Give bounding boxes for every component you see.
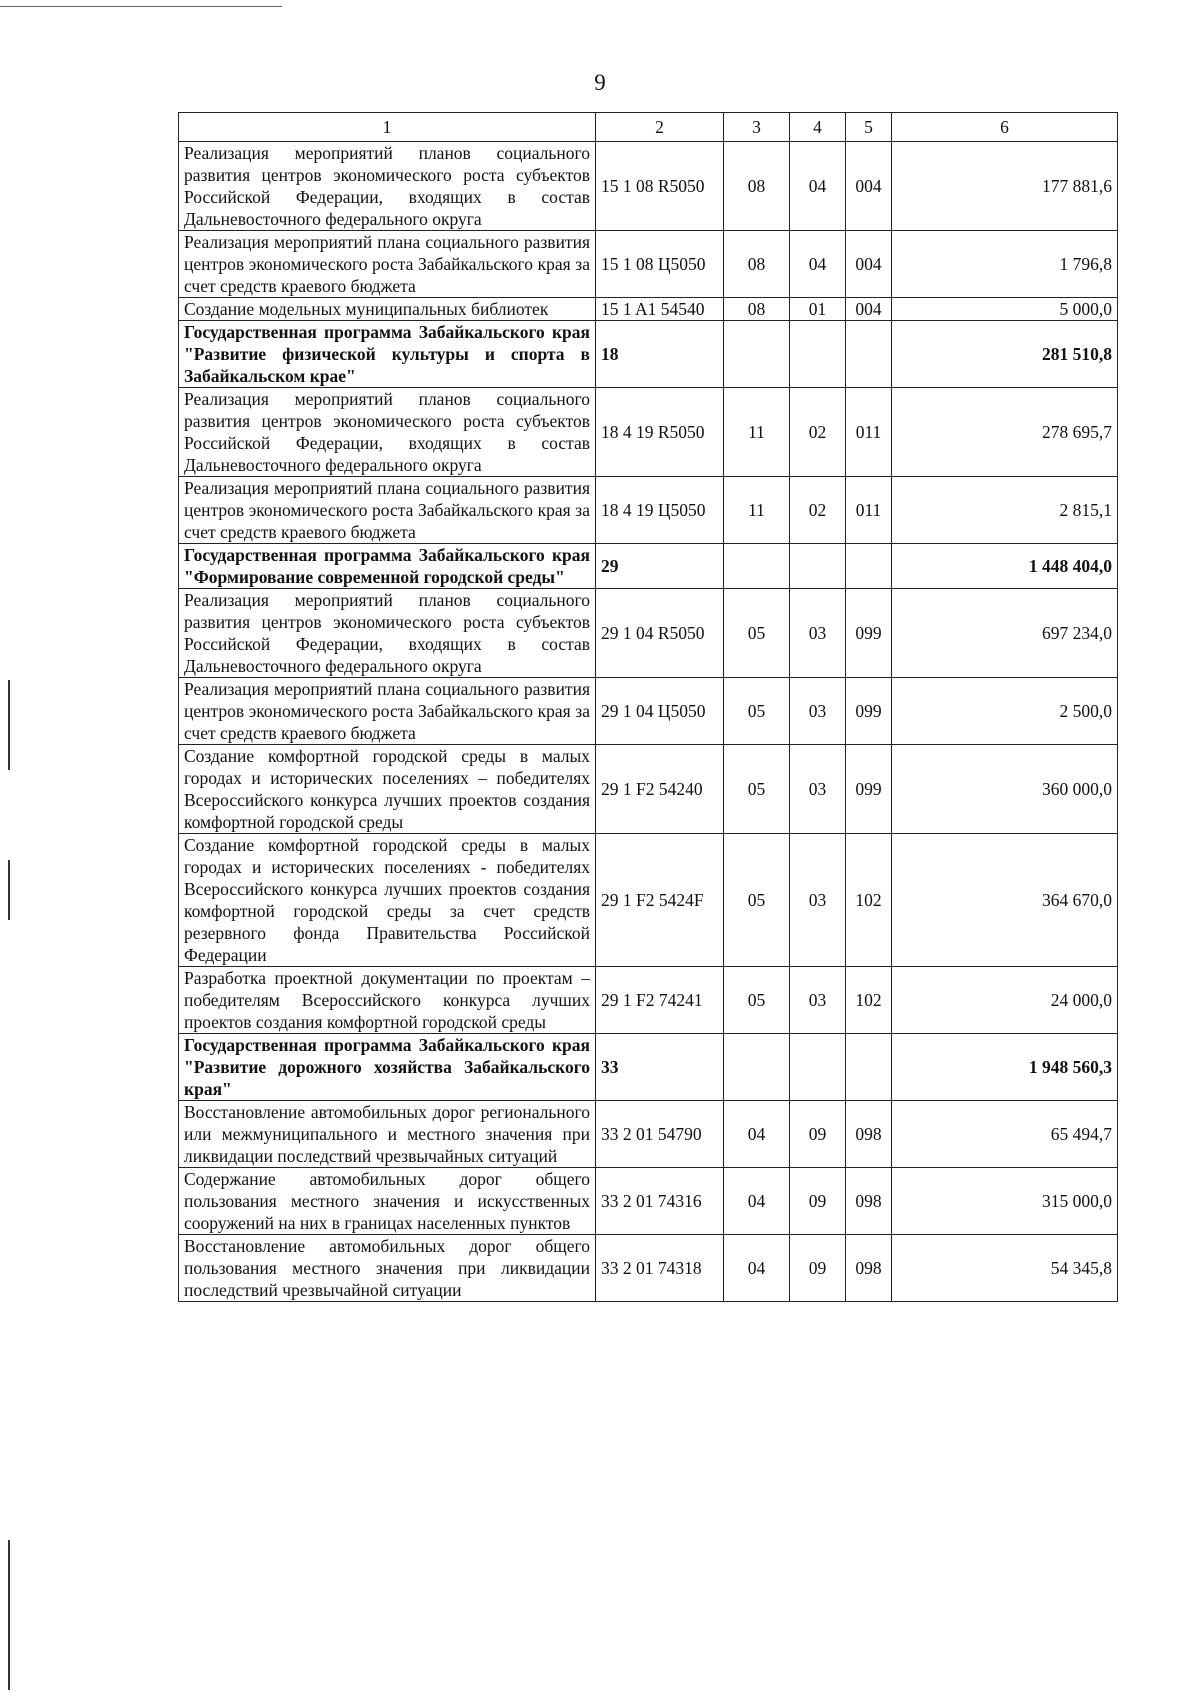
row-subsection bbox=[790, 321, 846, 388]
row-subsection: 04 bbox=[790, 142, 846, 231]
table-row bbox=[179, 1168, 1118, 1235]
row-name: Государственная программа Забайкальского края "Формирование современной городской среды" bbox=[179, 544, 596, 589]
row-subsection bbox=[790, 544, 846, 589]
row-section bbox=[724, 321, 790, 388]
table-row bbox=[179, 142, 1118, 231]
row-subsection: 09 bbox=[790, 1101, 846, 1168]
row-code: 18 bbox=[596, 321, 724, 388]
row-code: 33 2 01 54790 bbox=[596, 1101, 724, 1168]
row-section: 08 bbox=[724, 231, 790, 298]
row-name: Создание комфортной городской среды в малых городах и исторических поселениях - победителях Всероссийского конкурса лучших проектов создания комфортной городской среды за счет средств резервного фонда Правительства Российской Федерации bbox=[179, 834, 596, 967]
row-section bbox=[724, 544, 790, 589]
row-name: Содержание автомобильных дорог общего пользования местного значения и искусственных сооружений на них в границах населенных пунктов bbox=[179, 1168, 596, 1235]
row-section: 04 bbox=[724, 1168, 790, 1235]
row-section: 11 bbox=[724, 388, 790, 477]
column-header: 1 bbox=[179, 113, 596, 142]
program-row bbox=[179, 1034, 1118, 1101]
row-code: 15 1 A1 54540 bbox=[596, 298, 724, 321]
row-code: 18 4 19 Ц5050 bbox=[596, 477, 724, 544]
row-grbs: 102 bbox=[846, 967, 892, 1034]
row-code: 29 1 04 Ц5050 bbox=[596, 678, 724, 745]
row-amount: 54 345,8 bbox=[892, 1235, 1118, 1302]
row-code: 15 1 08 R5050 bbox=[596, 142, 724, 231]
row-amount: 1 448 404,0 bbox=[892, 544, 1118, 589]
table-row bbox=[179, 678, 1118, 745]
row-subsection: 01 bbox=[790, 298, 846, 321]
table-header-row bbox=[179, 113, 1118, 142]
row-section bbox=[724, 1034, 790, 1101]
row-section: 05 bbox=[724, 745, 790, 834]
row-amount: 5 000,0 bbox=[892, 298, 1118, 321]
table-row bbox=[179, 1101, 1118, 1168]
row-grbs: 099 bbox=[846, 678, 892, 745]
row-grbs: 011 bbox=[846, 477, 892, 544]
row-amount: 2 815,1 bbox=[892, 477, 1118, 544]
row-code: 18 4 19 R5050 bbox=[596, 388, 724, 477]
row-name: Реализация мероприятий планов социального развития центров экономического роста субъектов Российской Федерации, входящих в состав Дальневосточного федерального округа bbox=[179, 142, 596, 231]
row-subsection: 04 bbox=[790, 231, 846, 298]
table-row bbox=[179, 589, 1118, 678]
row-code: 15 1 08 Ц5050 bbox=[596, 231, 724, 298]
row-subsection: 03 bbox=[790, 589, 846, 678]
row-name: Реализация мероприятий плана социального развития центров экономического роста Забайкальского края за счет средств краевого бюджета bbox=[179, 231, 596, 298]
program-row bbox=[179, 544, 1118, 589]
row-amount: 278 695,7 bbox=[892, 388, 1118, 477]
row-grbs: 102 bbox=[846, 834, 892, 967]
row-subsection: 09 bbox=[790, 1168, 846, 1235]
table-row bbox=[179, 745, 1118, 834]
table-row bbox=[179, 388, 1118, 477]
scan-artifact-margin bbox=[8, 1540, 10, 1690]
row-name: Восстановление автомобильных дорог регионального или межмуниципального и местного значения при ликвидации последствий чрезвычайных ситуаций bbox=[179, 1101, 596, 1168]
row-amount: 281 510,8 bbox=[892, 321, 1118, 388]
program-row bbox=[179, 321, 1118, 388]
row-name: Создание модельных муниципальных библиотек bbox=[179, 298, 596, 321]
table-row bbox=[179, 231, 1118, 298]
row-grbs: 004 bbox=[846, 142, 892, 231]
row-amount: 2 500,0 bbox=[892, 678, 1118, 745]
scan-artifact-line bbox=[0, 6, 282, 7]
row-name: Реализация мероприятий плана социального развития центров экономического роста Забайкальского края за счет средств краевого бюджета bbox=[179, 477, 596, 544]
row-name: Создание комфортной городской среды в малых городах и исторических поселениях – победителях Всероссийского конкурса лучших проектов создания комфортной городской среды bbox=[179, 745, 596, 834]
column-header: 2 bbox=[596, 113, 724, 142]
row-section: 05 bbox=[724, 678, 790, 745]
row-section: 11 bbox=[724, 477, 790, 544]
table-row bbox=[179, 834, 1118, 967]
row-grbs: 004 bbox=[846, 298, 892, 321]
row-subsection: 09 bbox=[790, 1235, 846, 1302]
budget-table bbox=[178, 112, 1118, 1302]
table-row bbox=[179, 967, 1118, 1034]
row-section: 05 bbox=[724, 967, 790, 1034]
scan-artifact-margin bbox=[8, 680, 10, 770]
row-name: Государственная программа Забайкальского края "Развитие физической культуры и спорта в Забайкальском крае" bbox=[179, 321, 596, 388]
row-code: 29 bbox=[596, 544, 724, 589]
table-row bbox=[179, 477, 1118, 544]
row-subsection bbox=[790, 1034, 846, 1101]
row-grbs bbox=[846, 544, 892, 589]
row-grbs: 011 bbox=[846, 388, 892, 477]
row-grbs bbox=[846, 321, 892, 388]
row-subsection: 03 bbox=[790, 834, 846, 967]
row-subsection: 02 bbox=[790, 477, 846, 544]
row-grbs bbox=[846, 1034, 892, 1101]
row-code: 33 2 01 74316 bbox=[596, 1168, 724, 1235]
row-section: 04 bbox=[724, 1101, 790, 1168]
row-code: 29 1 04 R5050 bbox=[596, 589, 724, 678]
row-amount: 315 000,0 bbox=[892, 1168, 1118, 1235]
row-grbs: 098 bbox=[846, 1168, 892, 1235]
row-code: 29 1 F2 54240 bbox=[596, 745, 724, 834]
row-grbs: 099 bbox=[846, 589, 892, 678]
row-amount: 177 881,6 bbox=[892, 142, 1118, 231]
row-grbs: 099 bbox=[846, 745, 892, 834]
row-section: 05 bbox=[724, 834, 790, 967]
row-code: 29 1 F2 74241 bbox=[596, 967, 724, 1034]
row-name: Реализация мероприятий планов социального развития центров экономического роста субъектов Российской Федерации, входящих в состав Дальневосточного федерального округа bbox=[179, 388, 596, 477]
row-grbs: 098 bbox=[846, 1101, 892, 1168]
column-header: 5 bbox=[846, 113, 892, 142]
table-row bbox=[179, 1235, 1118, 1302]
row-amount: 364 670,0 bbox=[892, 834, 1118, 967]
page-number: 9 bbox=[594, 70, 606, 95]
row-amount: 65 494,7 bbox=[892, 1101, 1118, 1168]
row-section: 08 bbox=[724, 298, 790, 321]
row-amount: 1 796,8 bbox=[892, 231, 1118, 298]
column-header: 3 bbox=[724, 113, 790, 142]
row-amount: 697 234,0 bbox=[892, 589, 1118, 678]
scan-artifact-margin bbox=[8, 860, 10, 920]
row-name: Реализация мероприятий планов социального развития центров экономического роста субъектов Российской Федерации, входящих в состав Дальневосточного федерального округа bbox=[179, 589, 596, 678]
row-name: Государственная программа Забайкальского края "Развитие дорожного хозяйства Забайкальского края" bbox=[179, 1034, 596, 1101]
table-row bbox=[179, 298, 1118, 321]
row-name: Реализация мероприятий плана социального развития центров экономического роста Забайкальского края за счет средств краевого бюджета bbox=[179, 678, 596, 745]
row-grbs: 004 bbox=[846, 231, 892, 298]
row-subsection: 03 bbox=[790, 678, 846, 745]
column-header: 6 bbox=[892, 113, 1118, 142]
row-amount: 360 000,0 bbox=[892, 745, 1118, 834]
row-amount: 24 000,0 bbox=[892, 967, 1118, 1034]
row-name: Восстановление автомобильных дорог общего пользования местного значения при ликвидации последствий чрезвычайной ситуации bbox=[179, 1235, 596, 1302]
column-header: 4 bbox=[790, 113, 846, 142]
row-grbs: 098 bbox=[846, 1235, 892, 1302]
row-section: 04 bbox=[724, 1235, 790, 1302]
row-code: 29 1 F2 5424F bbox=[596, 834, 724, 967]
row-section: 05 bbox=[724, 589, 790, 678]
row-name: Разработка проектной документации по проектам – победителям Всероссийского конкурса лучших проектов создания комфортной городской среды bbox=[179, 967, 596, 1034]
row-code: 33 2 01 74318 bbox=[596, 1235, 724, 1302]
row-subsection: 03 bbox=[790, 967, 846, 1034]
row-code: 33 bbox=[596, 1034, 724, 1101]
row-section: 08 bbox=[724, 142, 790, 231]
row-subsection: 03 bbox=[790, 745, 846, 834]
row-subsection: 02 bbox=[790, 388, 846, 477]
row-amount: 1 948 560,3 bbox=[892, 1034, 1118, 1101]
